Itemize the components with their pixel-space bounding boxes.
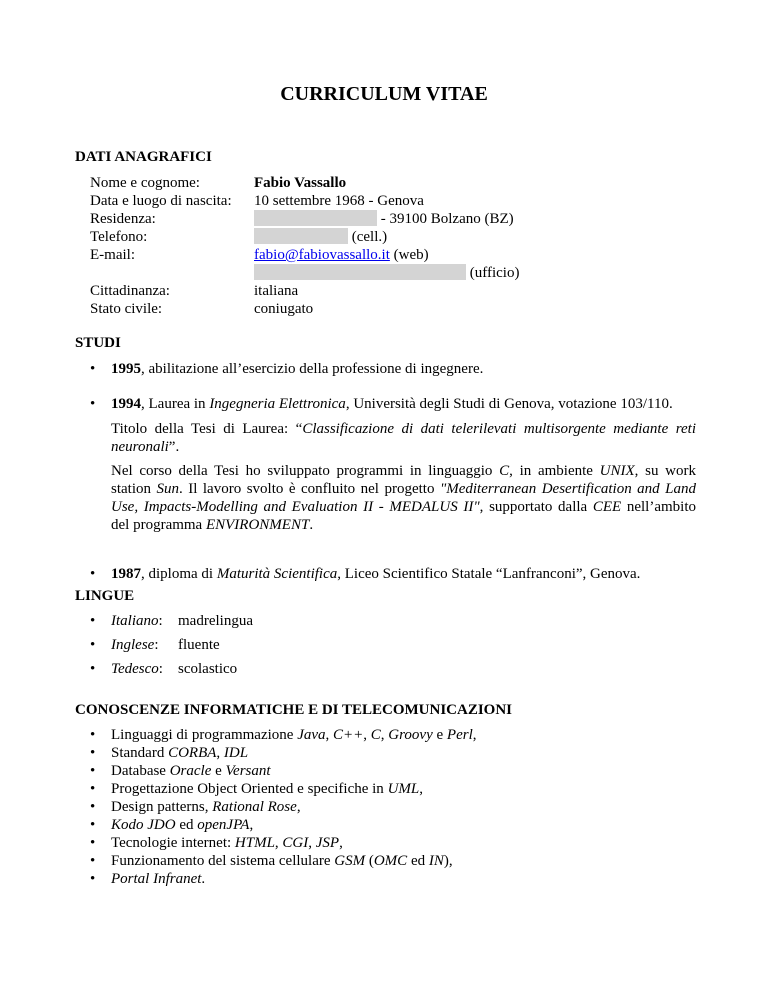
language-level: scolastico xyxy=(178,661,238,677)
it-skill-text: , xyxy=(325,727,334,743)
bullet: • xyxy=(90,781,96,797)
it-skill-term: UML xyxy=(387,781,420,797)
it-skill-term: Groovy xyxy=(388,727,433,743)
value-email xyxy=(254,246,429,264)
it-skill-text: Progettazione Object Oriented e specifiche in xyxy=(111,781,388,797)
it-skill-item xyxy=(111,762,271,780)
thesis-text: nell’ambito del programma xyxy=(111,499,696,533)
section-languages-heading: LINGUE xyxy=(75,588,135,604)
bullet: • xyxy=(90,396,96,412)
it-skill-item xyxy=(111,798,301,816)
thesis-project: "Mediterranean Desertification and Land Use, Impacts-Modelling and Evaluation II - MEDALUS II" xyxy=(111,481,697,515)
bullet: • xyxy=(90,613,96,629)
value-marital: coniugato xyxy=(254,301,314,317)
redacted-phone xyxy=(254,228,348,244)
bullet: • xyxy=(90,637,96,653)
label-birth: Data e luogo di nascita: xyxy=(90,193,232,209)
study-text: , Liceo Scientifico Statale “Lanfranconi”, Genova. xyxy=(337,566,641,582)
label-phone: Telefono: xyxy=(90,229,148,245)
it-skill-term: JSP xyxy=(315,835,340,851)
bullet: • xyxy=(90,727,96,743)
language-name: Tedesco xyxy=(111,661,159,677)
label-citizenship: Cittadinanza: xyxy=(90,283,170,299)
residence-suffix: - 39100 Bolzano (BZ) xyxy=(380,211,514,227)
email-office-suffix: (ufficio) xyxy=(469,265,520,281)
thesis-title-paragraph xyxy=(111,420,696,456)
thesis-text: Titolo della Tesi di Laurea: “ xyxy=(111,421,303,437)
language-name: Inglese xyxy=(111,637,155,653)
it-skill-term: Portal Infranet xyxy=(111,871,202,887)
document-title: CURRICULUM VITAE xyxy=(280,83,488,105)
thesis-term: ENVIRONMENT xyxy=(205,517,310,533)
language-level: madrelingua xyxy=(178,613,253,629)
it-skill-item xyxy=(111,834,343,852)
study-text: , diploma di xyxy=(141,566,217,582)
it-skill-term: GSM xyxy=(334,853,366,869)
thesis-term: CEE xyxy=(592,499,622,515)
language-item: Inglese: xyxy=(111,637,159,653)
it-skill-text: e xyxy=(432,727,447,743)
study-degree: Maturità Scientifica xyxy=(216,566,338,582)
redacted-address xyxy=(254,210,377,226)
it-skill-term: Oracle xyxy=(169,763,212,779)
label-residence: Residenza: xyxy=(90,211,156,227)
bullet: • xyxy=(90,835,96,851)
bullet: • xyxy=(90,661,96,677)
thesis-text: . Il lavoro svolto è confluito nel progetto xyxy=(179,481,440,497)
it-skill-text: Tecnologie internet: xyxy=(111,835,235,851)
email-link[interactable]: fabio@fabiovassallo.it xyxy=(254,247,390,263)
it-skill-item xyxy=(111,726,476,744)
it-skill-text: , xyxy=(296,799,301,815)
study-year: 1994 xyxy=(111,396,141,412)
language-name: Italiano xyxy=(111,613,159,629)
thesis-term: Sun xyxy=(156,481,179,497)
thesis-title: Classificazione di dati telerilevati multisorgente mediante reti neuronali xyxy=(111,421,697,455)
bullet: • xyxy=(90,566,96,582)
value-birth: 10 settembre 1968 - Genova xyxy=(254,193,424,209)
label-email: E-mail: xyxy=(90,247,135,263)
value-citizenship: italiana xyxy=(254,283,299,299)
it-skill-term: Rational Rose xyxy=(212,799,297,815)
thesis-term: C xyxy=(499,463,510,479)
thesis-text: , su work station xyxy=(111,463,696,497)
bullet: • xyxy=(90,817,96,833)
bullet: • xyxy=(90,361,96,377)
bullet: • xyxy=(90,853,96,869)
it-skill-term: Versant xyxy=(225,763,271,779)
language-level: fluente xyxy=(178,637,220,653)
it-skill-text: ed xyxy=(175,817,198,833)
it-skill-term: CORBA xyxy=(168,745,217,761)
it-skill-text: , xyxy=(380,727,389,743)
language-item: Italiano: xyxy=(111,613,163,629)
it-skill-term: HTML xyxy=(234,835,275,851)
it-skill-text: , xyxy=(274,835,283,851)
bullet: • xyxy=(90,799,96,815)
section-it-heading: CONOSCENZE INFORMATICHE E DI TELECOMUNICAZIONI xyxy=(75,702,513,718)
it-skill-term: OMC xyxy=(373,853,408,869)
it-skill-term: openJPA xyxy=(197,817,250,833)
it-skill-item xyxy=(111,870,205,888)
label-name: Nome e cognome: xyxy=(90,175,200,191)
it-skill-text: e xyxy=(211,763,226,779)
it-skill-term: IN xyxy=(428,853,444,869)
it-skill-term: CGI xyxy=(282,835,309,851)
it-skill-text: Funzionamento del sistema cellulare xyxy=(111,853,335,869)
it-skill-text: Design patterns, xyxy=(111,799,213,815)
study-item-1994 xyxy=(111,395,673,413)
section-studies-heading: STUDI xyxy=(75,335,121,351)
phone-suffix: (cell.) xyxy=(351,229,388,245)
it-skill-text: , xyxy=(308,835,316,851)
section-personal-heading: DATI ANAGRAFICI xyxy=(75,149,212,165)
it-skill-text: , xyxy=(339,835,343,851)
it-skill-text: Linguaggi di programmazione xyxy=(111,727,298,743)
it-skill-text: , xyxy=(472,727,477,743)
it-skill-item xyxy=(111,816,253,834)
it-skill-term: Kodo JDO xyxy=(111,817,176,833)
email-suffix: (web) xyxy=(393,247,429,263)
study-text: , Laurea in xyxy=(141,396,210,412)
it-skill-text: , xyxy=(249,817,254,833)
it-skill-item xyxy=(111,780,423,798)
it-skill-text: ( xyxy=(365,853,374,869)
language-item: Tedesco: xyxy=(111,661,163,677)
it-skill-text: , xyxy=(363,727,371,743)
value-phone xyxy=(254,228,387,246)
it-skill-item xyxy=(111,744,248,762)
value-email-office xyxy=(254,264,519,282)
thesis-term: UNIX xyxy=(599,463,635,479)
study-item-1987 xyxy=(111,565,640,583)
thesis-text: , in ambiente xyxy=(509,463,600,479)
study-degree: Ingegneria Elettronica xyxy=(209,396,346,412)
it-skill-term: IDL xyxy=(223,745,249,761)
it-skill-text: , xyxy=(419,781,423,797)
it-skill-item xyxy=(111,852,453,870)
it-skill-term: C++ xyxy=(333,727,364,743)
thesis-text: . xyxy=(309,517,314,533)
value-residence xyxy=(254,210,514,228)
it-skill-text: ed xyxy=(407,853,429,869)
study-year: 1987 xyxy=(111,566,141,582)
study-year: 1995 xyxy=(111,361,141,377)
it-skill-text: . xyxy=(201,871,206,887)
thesis-description-paragraph xyxy=(111,462,696,534)
study-text: , abilitazione all’esercizio della professione di ingegnere. xyxy=(141,361,484,377)
label-marital: Stato civile: xyxy=(90,301,163,317)
it-skill-term: C xyxy=(370,727,381,743)
it-skill-text: Standard xyxy=(111,745,169,761)
it-skill-text: , xyxy=(216,745,224,761)
it-skill-text: Database xyxy=(111,763,170,779)
thesis-text: ”. xyxy=(168,439,180,455)
bullet: • xyxy=(90,745,96,761)
study-item-1995 xyxy=(111,360,483,378)
it-skill-term: Java xyxy=(297,727,326,743)
study-text: , Università degli Studi di Genova, votazione 103/110. xyxy=(345,396,673,412)
thesis-text: Nel corso della Tesi ho sviluppato programmi in linguaggio xyxy=(111,463,500,479)
redacted-email-office xyxy=(254,264,466,280)
it-skill-text: ), xyxy=(443,853,453,869)
bullet: • xyxy=(90,871,96,887)
thesis-text: , supportato dalla xyxy=(479,499,593,515)
it-skill-term: Perl xyxy=(446,727,473,743)
bullet: • xyxy=(90,763,96,779)
value-name: Fabio Vassallo xyxy=(254,175,347,191)
